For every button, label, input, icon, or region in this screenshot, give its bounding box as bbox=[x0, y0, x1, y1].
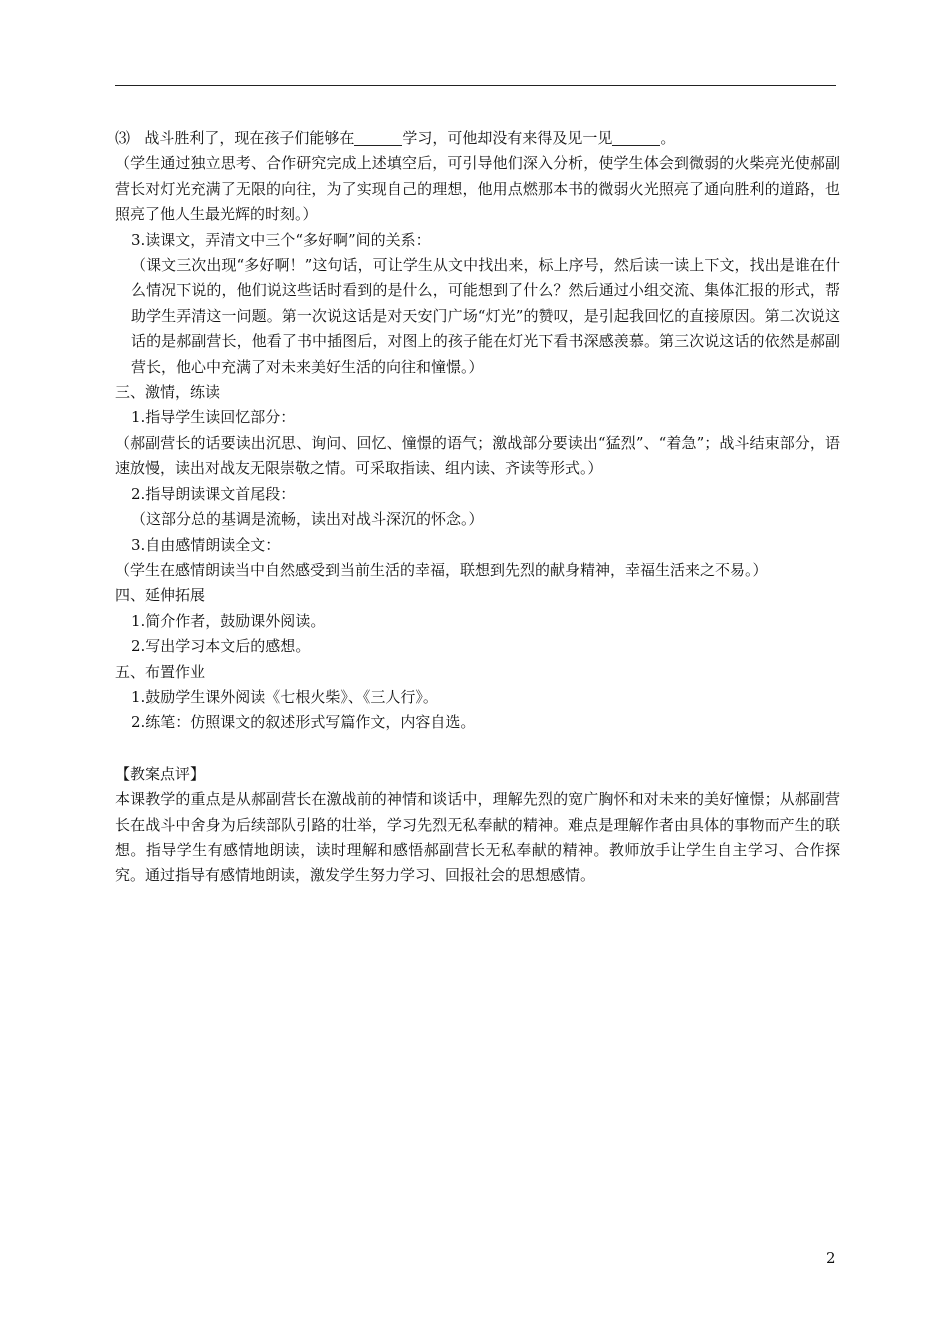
question-text-a: 战斗胜利了，现在孩子们能够在 bbox=[144, 129, 355, 147]
section-4-heading: 四、延伸拓展 bbox=[115, 586, 206, 605]
section-5-heading: 五、布置作业 bbox=[115, 662, 206, 681]
question-text-b: 学习，可他却没有来得及见一见 bbox=[402, 129, 613, 147]
section-4-item-1: 1.简介作者，鼓励课外阅读。 bbox=[131, 611, 326, 630]
header-rule bbox=[115, 85, 836, 86]
section-5-item-1: 1.鼓励学生课外阅读《七根火柴》、《三人行》。 bbox=[131, 687, 438, 706]
item-3-title: 3.读课文，弄清文中三个“多好啊”间的关系： bbox=[131, 230, 431, 249]
section-3-item-2: 2.指导朗读课文首尾段： bbox=[131, 484, 296, 503]
review-text: 本课教学的重点是从郝副营长在激战前的神情和谈话中，理解先烈的宽广胸怀和对未来的美好憧憬；从郝副营长在战斗中舍身为后续部队引路的壮举，学习先烈无私奉献的精神。难点是理解作者由具体的事物而产生的联想。指导学生有感情地朗读，读时理解和感悟郝副营长无私奉献的精神。教师放手让学生自主学习、合作探究。通过指导有感情地朗读，激发学生努力学习、回报社会的思想感情。 bbox=[115, 790, 840, 885]
section-3-item-3: 3.自由感情朗读全文： bbox=[131, 535, 281, 554]
section-5-item-2: 2.练笔：仿照课文的叙述形式写篇作文，内容自选。 bbox=[131, 713, 476, 732]
question-text-c: 。 bbox=[660, 129, 676, 147]
section-3-item-2-note: （这部分总的基调是流畅，读出对战斗深沉的怀念。） bbox=[131, 510, 484, 529]
section-3-item-1: 1.指导学生读回忆部分： bbox=[131, 408, 296, 427]
item-3-note: （课文三次出现“多好啊！”这句话，可让学生从文中找出来，标上序号，然后读一读上下文，找出是谁在什么情况下说的，他们说这些话时看到的是什么，可能想到了什么？然后通过小组交流、集体汇报的形式，帮助学生弄清这一问题。第一次说这话是对天安门广场“灯光”的赞叹，是引起我回忆的直接原因。第二次说这话的是郝副营长，他看了书中插图后，对图上的孩子能在灯光下看书深感羡慕。第三次说这话的依然是郝副营长，他心中充满了对未来美好生活的向往和憧憬。） bbox=[131, 256, 840, 376]
question-number: ⑶ bbox=[115, 129, 131, 147]
spacer bbox=[115, 736, 840, 762]
section-3-item-1-note: （郝副营长的话要读出沉思、询问、回忆、憧憬的语气；激战部分要读出“猛烈”、“着急”；战斗结束部分，语速放慢，读出对战友无限崇敬之情。可采取指读、组内读、齐读等形式。） bbox=[115, 433, 840, 478]
section-3-heading: 三、激情，练读 bbox=[115, 383, 221, 402]
question-3-note: （学生通过独立思考、合作研究完成上述填空后，可引导他们深入分析，使学生体会到微弱的火柴亮光使郝副营长对灯光充满了无限的向往，为了实现自己的理想，他用点燃那本书的微弱火光照亮了通向胜利的道路，也照亮了他人生最光辉的时刻。） bbox=[115, 154, 840, 224]
document-body bbox=[115, 126, 840, 889]
fill-blank-1 bbox=[354, 129, 402, 146]
section-3-item-3-note: （学生在感情朗读当中自然感受到当前生活的幸福，联想到先烈的献身精神，幸福生活来之不易。） bbox=[115, 560, 768, 579]
fill-blank-2 bbox=[612, 129, 660, 146]
page-number: 2 bbox=[826, 1249, 836, 1267]
section-4-item-2: 2.写出学习本文后的感想。 bbox=[131, 637, 311, 656]
question-3 bbox=[115, 126, 840, 151]
review-heading: 【教案点评】 bbox=[115, 764, 206, 783]
